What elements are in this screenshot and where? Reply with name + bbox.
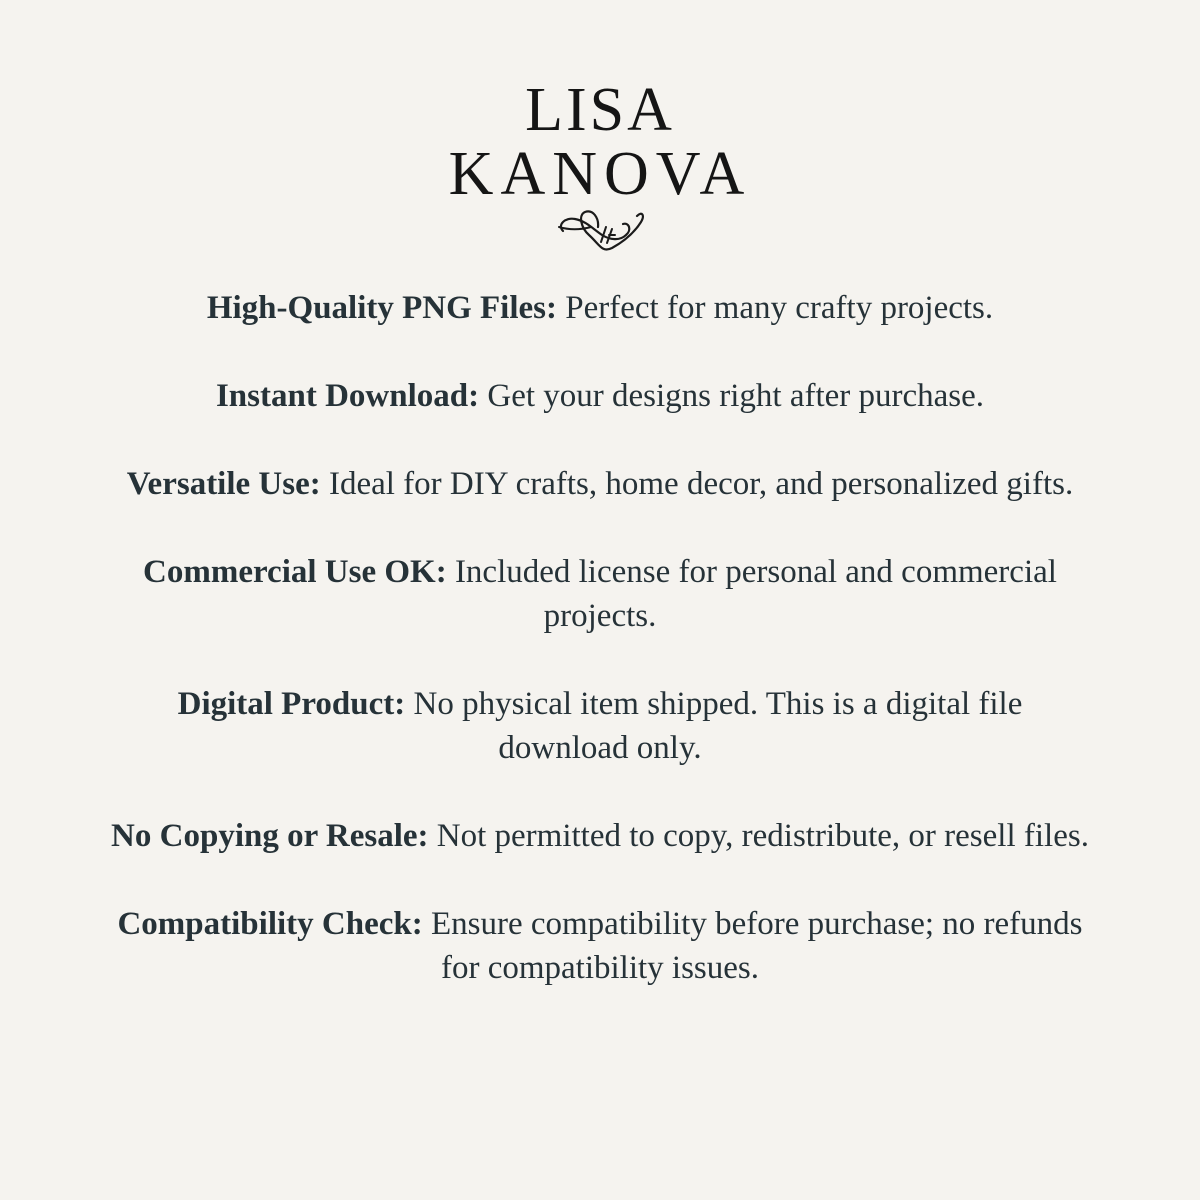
- feature-description: Ensure compatibility before purchase; no refunds for compatibility issues.: [430, 906, 1083, 986]
- feature-description: Get your designs right after purchase.: [487, 378, 985, 414]
- feature-title: Commercial Use OK:: [143, 554, 447, 590]
- feature-description: Ideal for DIY crafts, home decor, and personalized gifts.: [328, 466, 1074, 502]
- feature-description: No physical item shipped. This is a digital file download only.: [413, 686, 1023, 766]
- brand-name-first: LISA: [525, 76, 675, 144]
- signature-flourish-icon: [555, 200, 650, 256]
- feature-item-commercial-use: [110, 550, 1090, 638]
- feature-item-digital-product: [110, 682, 1090, 770]
- brand-logo: [0, 78, 1200, 206]
- feature-item-versatile-use: [110, 462, 1090, 506]
- feature-list: [110, 286, 1090, 1034]
- feature-title: Compatibility Check:: [117, 906, 423, 942]
- feature-item-instant-download: [110, 374, 1090, 418]
- feature-description: Perfect for many crafty projects.: [565, 290, 994, 326]
- feature-title: Instant Download:: [215, 378, 480, 414]
- feature-title: High-Quality PNG Files:: [206, 290, 558, 326]
- feature-title: Versatile Use:: [126, 466, 321, 502]
- feature-description: Not permitted to copy, redistribute, or resell files.: [436, 818, 1089, 854]
- feature-description: Included license for personal and commercial projects.: [454, 554, 1057, 634]
- feature-title: Digital Product:: [177, 686, 406, 722]
- brand-name-last: KANOVA: [448, 140, 752, 208]
- feature-item-compatibility-check: [110, 902, 1090, 990]
- feature-item-no-copying-resale: [110, 814, 1090, 858]
- feature-title: No Copying or Resale:: [111, 818, 429, 854]
- feature-item-high-quality-png: [110, 286, 1090, 330]
